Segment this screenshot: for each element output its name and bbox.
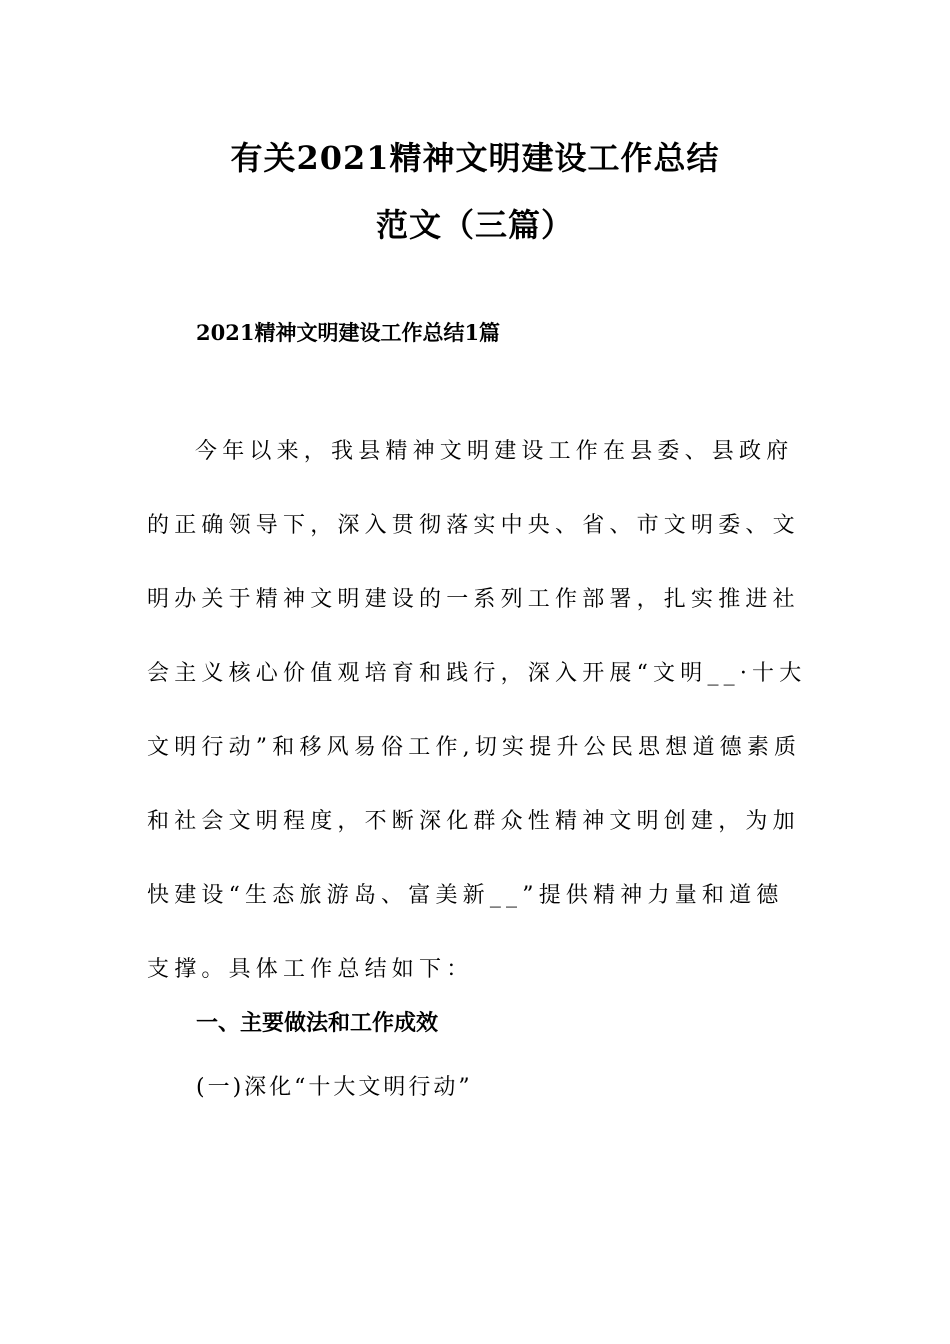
document-title-line-2: 范文（三篇）	[375, 206, 574, 244]
body-paragraph: 今年以来，我县精神文明建设工作在县委、县政府的正确领导下，深入贯彻落实中央、省、市文明委、文明办关于精神文明建设的一系列工作部署，扎实推进社会主义核心价值观培育和践行，深入开展“文明__·十大文明行动”和移风易俗工作,切实提升公民思想道德素质和社会文明程度，不断深化群众性精神文明创建，为加快建设“生态旅游岛、富美新__”提供精神力量和道德支撑。具体工作总结如下：	[147, 439, 807, 982]
section-subheading: (一)深化“十大文明行动”	[196, 1075, 473, 1100]
section-heading: 一、主要做法和工作成效	[196, 1010, 439, 1036]
document-title-line-1: 有关2021精神文明建设工作总结	[230, 139, 720, 177]
section-subtitle: 2021精神文明建设工作总结1篇	[196, 320, 501, 345]
